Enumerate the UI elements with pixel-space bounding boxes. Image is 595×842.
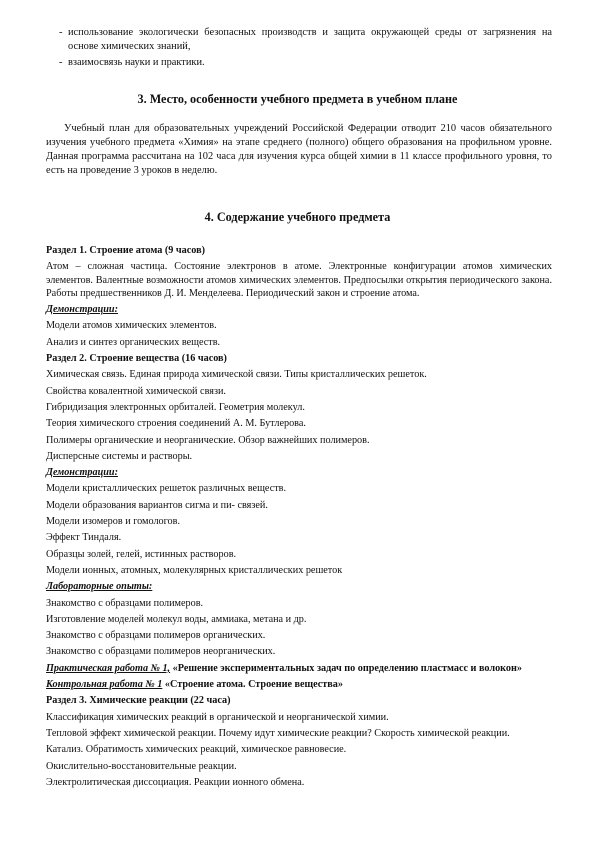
control-work <box>46 678 552 691</box>
list-item: Модели ионных, атомных, молекулярных кристаллических решеток <box>46 564 343 576</box>
list-item: Катализ. Обратимость химических реакций, химическое равновесие. <box>46 744 347 756</box>
list-item: Анализ и синтез органических веществ. <box>46 336 221 348</box>
list-item: Изготовление моделей молекул воды, аммиака, метана и др. <box>46 613 307 625</box>
demonstrations-label: Демонстрации: <box>46 467 118 479</box>
bullet-item <box>46 56 552 70</box>
bullet-text: взаимосвязь науки и практики. <box>68 57 205 69</box>
section-1-text: Атом – сложная частица. Состояние электронов в атоме. Электронные конфигурации атомов химических элементов. Валентные возможности атомов химических элементов. Предпосылки открытия периодического закона. Работы предшественников Д. И. Менделеева. Периодический закон и строение атома. <box>46 261 552 299</box>
list-item: Модели изомеров и гомологов. <box>46 516 181 528</box>
list-item: Знакомство с образцами полимеров органических. <box>46 630 266 642</box>
list-item: Тепловой эффект химической реакции. Почему идут химические реакции? Скорость химической реакции. <box>46 727 510 739</box>
list-item: Модели образования вариантов сигма и пи- связей. <box>46 499 268 511</box>
bullet-list <box>46 26 552 73</box>
list-item: Образцы золей, гелей, истинных растворов. <box>46 548 237 560</box>
practical-work-label: Практическая работа № 1, <box>46 662 171 674</box>
content-body <box>46 244 552 792</box>
lab-experiments-label: Лабораторные опыты: <box>46 581 153 593</box>
section-2-title: Раздел 2. Строение вещества (16 часов) <box>46 353 227 365</box>
bullet-marker: - <box>59 57 63 69</box>
list-item: Модели атомов химических элементов. <box>46 320 217 332</box>
bullet-marker: - <box>59 27 63 38</box>
demonstrations-label: Демонстрации: <box>46 304 118 316</box>
practical-work <box>46 662 552 675</box>
section-1-title: Раздел 1. Строение атома (9 часов) <box>46 245 206 256</box>
plan-paragraph: Учебный план для образовательных учреждений Российской Федерации отводит 210 часов обязательного изучения учебного предмета «Химия» на этапе среднего (полного) общего образования на профильном уровне. Данная программа рассчитана на 102 часа для изучения курса общей химии в 11 классе профильного уровня, то есть на проведение 3 уроков в неделю. <box>46 123 552 176</box>
list-item: Гибридизация электронных орбиталей. Геометрия молекул. <box>46 401 305 413</box>
list-item: Свойства ковалентной химической связи. <box>46 385 226 397</box>
list-item: Электролитическая диссоциация. Реакции ионного обмена. <box>46 776 305 788</box>
list-item: Теория химического строения соединений А. М. Бутлерова. <box>46 418 306 430</box>
section-4-heading: 4. Содержание учебного предмета <box>204 210 391 224</box>
bullet-text: использование экологически безопасных производств и защита окружающей среды от загрязнения на основе химических знаний, <box>68 27 552 52</box>
section-3-title: Раздел 3. Химические реакции (22 часа) <box>46 695 231 707</box>
list-item: Полимеры органические и неорганические. Обзор важнейших полимеров. <box>46 434 370 446</box>
bullet-item <box>46 26 552 53</box>
list-item: Дисперсные системы и растворы. <box>46 450 193 462</box>
practical-work-text: «Решение экспериментальных задач по определению пластмасс и волокон» <box>170 662 522 674</box>
section-3-heading: 3. Место, особенности учебного предмета в учебном плане <box>137 92 458 106</box>
control-work-label: Контрольная работа № 1 <box>46 679 163 691</box>
list-item: Модели кристаллических решеток различных веществ. <box>46 483 287 495</box>
list-item: Знакомство с образцами полимеров. <box>46 597 204 609</box>
list-item: Знакомство с образцами полимеров неорганических. <box>46 646 276 658</box>
list-item: Окислительно-восстановительные реакции. <box>46 760 237 772</box>
control-work-text: «Строение атома. Строение вещества» <box>162 679 343 691</box>
list-item: Химическая связь. Единая природа химической связи. Типы кристаллических решеток. <box>46 369 427 381</box>
list-item: Классификация химических реакций в органической и неорганической химии. <box>46 711 389 723</box>
list-item: Эффект Тиндаля. <box>46 532 122 544</box>
